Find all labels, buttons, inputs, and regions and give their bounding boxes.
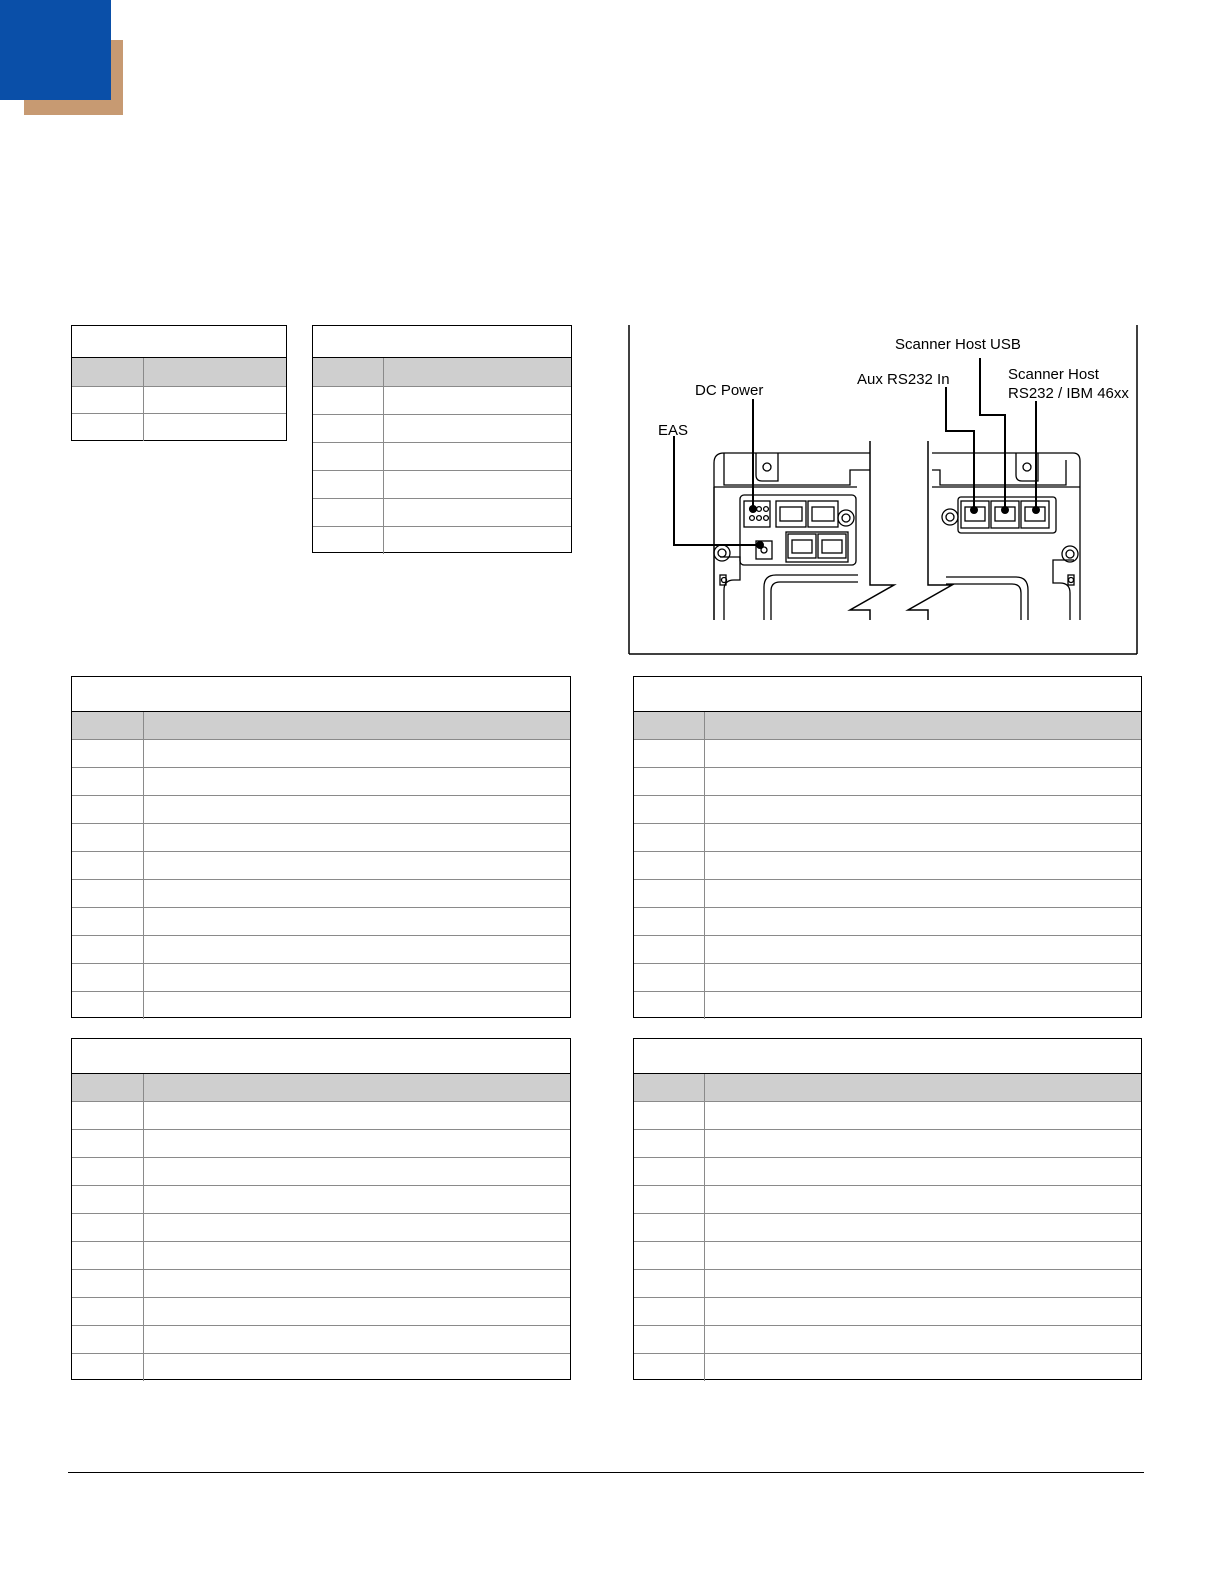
cell-pin xyxy=(634,1326,705,1353)
pinout-table-small-2 xyxy=(312,325,572,553)
table-header-row xyxy=(72,712,570,740)
cell-signal xyxy=(705,1186,1141,1213)
cell-pin xyxy=(634,880,705,907)
cell-signal xyxy=(144,1130,570,1157)
table-row xyxy=(72,824,570,852)
cell-signal xyxy=(384,499,571,526)
cell-pin xyxy=(72,740,144,767)
cell-signal xyxy=(144,1214,570,1241)
table-row xyxy=(634,964,1141,992)
cell-pin xyxy=(72,880,144,907)
table-row xyxy=(313,499,571,527)
cell-pin xyxy=(72,1354,144,1381)
table-row xyxy=(72,992,570,1019)
table-row xyxy=(634,740,1141,768)
connector-diagram-svg xyxy=(628,325,1138,655)
table-row xyxy=(634,1102,1141,1130)
cell-signal xyxy=(144,387,286,413)
cell-pin xyxy=(72,1214,144,1241)
cell-signal xyxy=(705,936,1141,963)
pinout-table-large-2 xyxy=(633,676,1142,1018)
table-row xyxy=(72,1242,570,1270)
cell-pin xyxy=(72,964,144,991)
cell-pin xyxy=(72,1158,144,1185)
cell-pin xyxy=(634,1214,705,1241)
cell-pin xyxy=(313,499,384,526)
cell-pin xyxy=(72,414,144,441)
header-cell-signal xyxy=(705,712,1141,739)
cell-signal xyxy=(144,740,570,767)
header-cell-signal xyxy=(144,712,570,739)
cell-pin xyxy=(634,992,705,1019)
table-row xyxy=(634,1298,1141,1326)
table-row xyxy=(634,1354,1141,1381)
cell-signal xyxy=(705,1214,1141,1241)
table-row xyxy=(72,1270,570,1298)
label-dc-power: DC Power xyxy=(695,382,764,399)
cell-pin xyxy=(72,1130,144,1157)
table-row xyxy=(313,471,571,499)
pinout-table-large-4 xyxy=(633,1038,1142,1380)
cell-pin xyxy=(313,527,384,554)
table-row xyxy=(634,1270,1141,1298)
cell-pin xyxy=(634,1186,705,1213)
cell-pin xyxy=(72,1326,144,1353)
table-row xyxy=(72,740,570,768)
cell-signal xyxy=(144,768,570,795)
table-title-row xyxy=(72,326,286,358)
table-header-row xyxy=(72,358,286,387)
cell-pin xyxy=(634,1242,705,1269)
cell-pin xyxy=(313,387,384,414)
cell-signal xyxy=(705,768,1141,795)
cell-signal xyxy=(705,1242,1141,1269)
cell-signal xyxy=(705,1130,1141,1157)
cell-pin xyxy=(72,1270,144,1297)
cell-signal xyxy=(144,1270,570,1297)
cell-pin xyxy=(634,740,705,767)
table-row xyxy=(313,527,571,554)
brand-corner-blue-block xyxy=(0,0,111,100)
cell-pin xyxy=(634,1298,705,1325)
cell-pin xyxy=(634,768,705,795)
cell-pin xyxy=(72,852,144,879)
cell-signal xyxy=(144,1326,570,1353)
scanner-housing-left xyxy=(714,453,870,620)
label-eas: EAS xyxy=(658,422,689,439)
table-row xyxy=(72,1130,570,1158)
cell-pin xyxy=(72,908,144,935)
cell-signal xyxy=(705,964,1141,991)
table-row xyxy=(634,852,1141,880)
table-row xyxy=(634,1186,1141,1214)
cell-signal xyxy=(144,1242,570,1269)
table-row xyxy=(72,1158,570,1186)
cell-signal xyxy=(705,1326,1141,1353)
cell-pin xyxy=(634,1158,705,1185)
cell-signal xyxy=(705,1158,1141,1185)
cell-pin xyxy=(634,936,705,963)
table-header-row xyxy=(313,358,571,387)
cell-signal xyxy=(144,852,570,879)
table-row xyxy=(72,387,286,414)
label-aux-rs232-in: Aux RS232 In xyxy=(857,371,950,388)
table-row xyxy=(313,387,571,415)
cell-pin xyxy=(634,1354,705,1381)
header-cell-pin xyxy=(313,358,384,386)
cell-signal xyxy=(705,1298,1141,1325)
pinout-table-small-1 xyxy=(71,325,287,441)
table-row xyxy=(72,1214,570,1242)
cell-signal xyxy=(384,527,571,554)
header-cell-pin xyxy=(72,1074,144,1101)
table-row xyxy=(634,1130,1141,1158)
cell-pin xyxy=(634,964,705,991)
cell-pin xyxy=(72,796,144,823)
table-header-row xyxy=(634,1074,1141,1102)
table-row xyxy=(72,964,570,992)
table-title-row xyxy=(72,1039,570,1074)
table-row xyxy=(72,1102,570,1130)
cell-signal xyxy=(144,964,570,991)
table-row xyxy=(634,880,1141,908)
cell-pin xyxy=(634,824,705,851)
cell-signal xyxy=(705,880,1141,907)
table-title-row xyxy=(634,677,1141,712)
cell-signal xyxy=(705,824,1141,851)
table-row xyxy=(72,796,570,824)
cell-pin xyxy=(72,936,144,963)
pinout-table-large-3 xyxy=(71,1038,571,1380)
table-row xyxy=(72,1298,570,1326)
cell-signal xyxy=(384,415,571,442)
cell-signal xyxy=(144,796,570,823)
cell-pin xyxy=(634,1270,705,1297)
table-row xyxy=(313,415,571,443)
cell-signal xyxy=(144,414,286,441)
table-row xyxy=(634,796,1141,824)
footer-divider xyxy=(68,1472,1144,1473)
cell-signal xyxy=(144,1158,570,1185)
cell-pin xyxy=(72,1298,144,1325)
cell-signal xyxy=(144,936,570,963)
table-row xyxy=(72,768,570,796)
table-row xyxy=(72,1326,570,1354)
cell-pin xyxy=(634,1102,705,1129)
cell-signal xyxy=(144,992,570,1019)
cell-pin xyxy=(72,992,144,1019)
table-header-row xyxy=(72,1074,570,1102)
cell-signal xyxy=(705,1270,1141,1297)
header-cell-signal xyxy=(144,1074,570,1101)
header-cell-signal xyxy=(384,358,571,386)
cell-signal xyxy=(384,443,571,470)
table-title-row xyxy=(313,326,571,358)
cell-signal xyxy=(144,1186,570,1213)
cell-signal xyxy=(705,1354,1141,1381)
table-row xyxy=(634,936,1141,964)
label-scanner-host-rs232-line1: Scanner Host xyxy=(1008,366,1099,383)
cell-pin xyxy=(72,1102,144,1129)
table-row xyxy=(634,768,1141,796)
cell-pin xyxy=(634,1130,705,1157)
cell-signal xyxy=(384,387,571,414)
cell-signal xyxy=(705,852,1141,879)
header-cell-pin xyxy=(634,712,705,739)
cell-signal xyxy=(705,908,1141,935)
table-row xyxy=(634,1158,1141,1186)
header-cell-signal xyxy=(705,1074,1141,1101)
table-row xyxy=(634,1214,1141,1242)
header-cell-pin xyxy=(72,712,144,739)
cell-signal xyxy=(144,824,570,851)
cell-pin xyxy=(634,796,705,823)
table-row xyxy=(72,414,286,441)
table-row xyxy=(72,1354,570,1381)
cell-pin xyxy=(634,852,705,879)
table-row xyxy=(72,880,570,908)
cell-pin xyxy=(313,443,384,470)
cell-signal xyxy=(705,1102,1141,1129)
table-row xyxy=(72,1186,570,1214)
cell-signal xyxy=(705,740,1141,767)
table-row xyxy=(313,443,571,471)
cell-signal xyxy=(705,796,1141,823)
header-cell-pin xyxy=(72,358,144,386)
table-row xyxy=(634,992,1141,1019)
table-row xyxy=(634,908,1141,936)
cell-pin xyxy=(72,387,144,413)
label-scanner-host-rs232-line2: RS232 / IBM 46xx xyxy=(1008,385,1129,402)
header-cell-pin xyxy=(634,1074,705,1101)
cell-signal xyxy=(384,471,571,498)
cell-signal xyxy=(144,1298,570,1325)
cell-pin xyxy=(72,824,144,851)
header-cell-signal xyxy=(144,358,286,386)
table-row xyxy=(634,824,1141,852)
table-title-row xyxy=(634,1039,1141,1074)
cell-signal xyxy=(144,1102,570,1129)
table-row xyxy=(72,936,570,964)
table-row xyxy=(634,1242,1141,1270)
label-scanner-host-usb: Scanner Host USB xyxy=(895,336,1021,353)
cell-pin xyxy=(313,415,384,442)
table-row xyxy=(72,852,570,880)
connector-diagram xyxy=(628,325,1138,655)
table-title-row xyxy=(72,677,570,712)
pinout-table-large-1 xyxy=(71,676,571,1018)
cell-pin xyxy=(313,471,384,498)
cell-signal xyxy=(705,992,1141,1019)
cell-pin xyxy=(72,1186,144,1213)
cell-pin xyxy=(72,1242,144,1269)
cell-signal xyxy=(144,1354,570,1381)
cell-signal xyxy=(144,880,570,907)
cell-signal xyxy=(144,908,570,935)
cell-pin xyxy=(72,768,144,795)
table-row xyxy=(72,908,570,936)
break-lines xyxy=(850,441,952,620)
table-header-row xyxy=(634,712,1141,740)
cell-pin xyxy=(634,908,705,935)
table-row xyxy=(634,1326,1141,1354)
